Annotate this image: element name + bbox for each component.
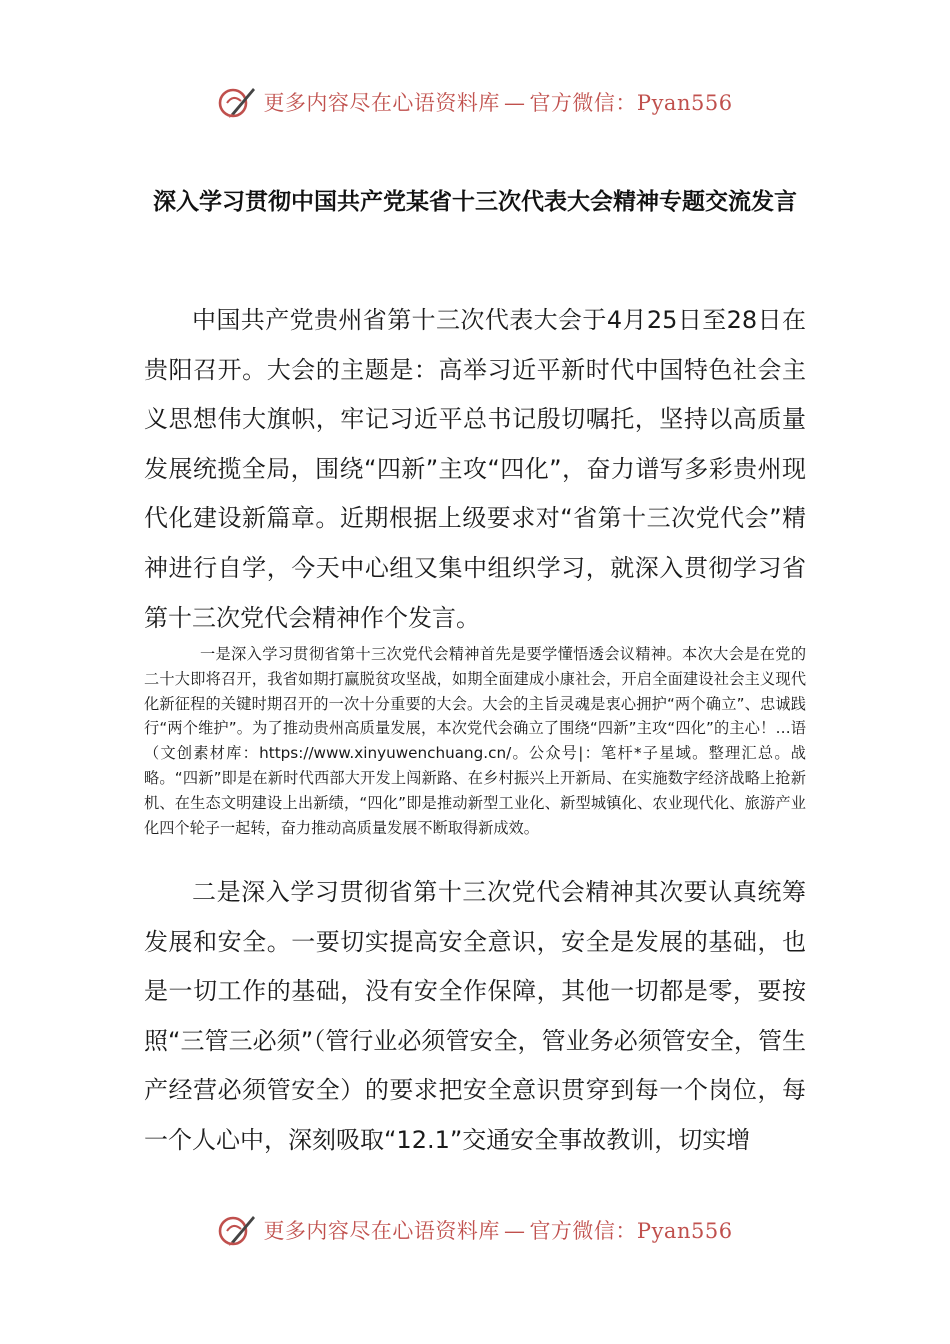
- banner-separator: —: [503, 91, 526, 115]
- header-banner: [0, 82, 950, 122]
- paragraph-intro: 中国共产党贵州省第十三次代表大会于4月25日至28日在贵阳召开。大会的主题是：高举习近平新时代中国特色社会主义思想伟大旗帜，牢记习近平总书记殷切嘱托，坚持以高质量发展统揽全局，围绕“四新”主攻“四化”，奋力谱写多彩贵州现代化建设新篇章。近期根据上级要求对“省第十三次党代会”精神进行自学，今天中心组又集中组织学习，就深入贯彻学习省第十三次党代会精神作个发言。: [144, 306, 806, 632]
- banner-text: 更多内容尽在心语资料库: [263, 1219, 500, 1243]
- pen-logo-icon: [217, 84, 257, 120]
- paragraph-point-one: 一是深入学习贯彻省第十三次党代会精神首先是要学懂悟透会议精神。本次大会是在党的二十大即将召开，我省如期打赢脱贫攻坚战，如期全面建成小康社会，开启全面建设社会主义现代化新征程的关键时期召开的一次十分重要的大会。大会的主旨灵魂是衷心拥护“两个确立”、忠诚践行“两个维护”。为了推动贵州高质量发展，本次党代会确立了围绕“四新”主攻“四化”的主心！…语（文创素材库：https://www.xinyuwenchuang.cn/。公众号|：笔杆*子星域。整理汇总。战略。“四新”即是在新时代西部大开发上闯新路、在乡村振兴上开新局、在实施数字经济战略上抢新机、在生态文明建设上出新绩，“四化”即是推动新型工业化、新型城镇化、农业现代化、旅游产业化四个轮子一起转，奋力推动高质量发展不断取得新成效。: [144, 645, 806, 837]
- banner-label: [263, 1215, 732, 1245]
- footer-banner: [0, 1210, 950, 1250]
- banner-label: [263, 87, 732, 117]
- pen-logo-icon: [217, 1212, 257, 1248]
- banner-contact: 官方微信：Pyan556: [529, 91, 733, 115]
- paragraph-point-two: 二是深入学习贯彻省第十三次党代会精神其次要认真统筹发展和安全。一要切实提高安全意识，安全是发展的基础，也是一切工作的基础，没有安全作保障，其他一切都是零，要按照“三管三必须”（管行业必须管安全，管业务必须管安全，管生产经营必须管安全）的要求把安全意识贯穿到每一个岗位，每一个人心中，深刻吸取“12.1”交通安全事故教训，切实增: [144, 878, 806, 1154]
- banner-separator: —: [503, 1219, 526, 1243]
- document-title: 深入学习贯彻中国共产党某省十三次代表大会精神专题交流发言: [153, 189, 797, 215]
- banner-contact: 官方微信：Pyan556: [529, 1219, 733, 1243]
- banner-text: 更多内容尽在心语资料库: [263, 91, 500, 115]
